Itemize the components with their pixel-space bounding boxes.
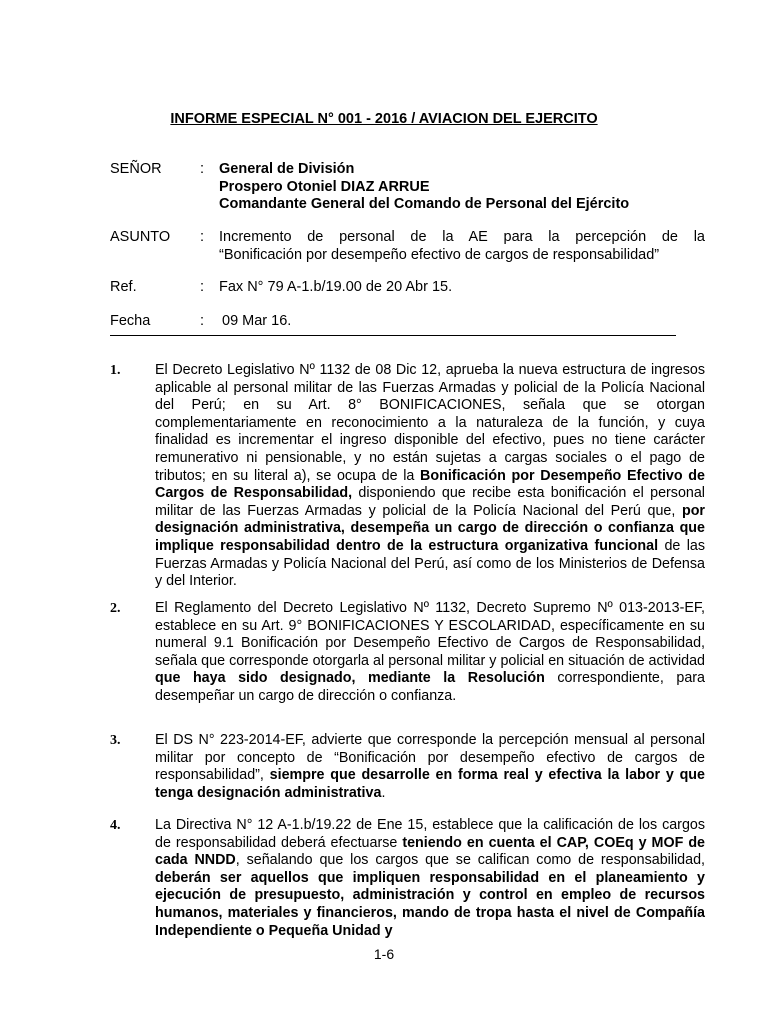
- document-title: INFORME ESPECIAL N° 001 - 2016 / AVIACION DEL EJERCITO: [170, 111, 598, 127]
- item-text-bold: siempre que desarrolle en forma real y efectiva la labor y que tenga designación administrativa: [155, 767, 705, 801]
- header-senor: [110, 161, 710, 215]
- header-separator: [110, 335, 676, 336]
- item-text-bold: Bonificación por Desempeño Efectivo de Cargos de Responsabilidad,: [155, 467, 705, 502]
- item-text: [155, 732, 705, 802]
- asunto-colon: :: [200, 229, 205, 245]
- header-fecha: [110, 313, 710, 331]
- fecha-colon: :: [200, 313, 205, 329]
- item-text-bold: que haya sido designado, mediante la Resolución: [155, 670, 545, 687]
- asunto-line-1: Incremento de personal de la AE para la percepción de la: [219, 229, 705, 245]
- asunto-value: [219, 229, 705, 264]
- list-item: [110, 817, 705, 942]
- asunto-line-2: “Bonificación por desempeño efectivo de cargos de responsabilidad”: [219, 246, 660, 263]
- item-text-bold: deberán ser aquellos que impliquen responsabilidad en el planeamiento y ejecución de presupuesto, administración y control en empleo de recursos humanos, materiales y financieros, mando de tropa hasta el nivel de Compañía Independiente o Pequeña Unidad y: [155, 869, 705, 939]
- senor-line-3: Comandante General del Comando de Personal del Ejército: [219, 196, 630, 212]
- senor-label: SEÑOR: [110, 161, 162, 177]
- header-asunto: [110, 229, 710, 265]
- senor-colon: :: [200, 161, 205, 177]
- item-text-run: El Reglamento del Decreto Legislativo Nº 1132, Decreto Supremo Nº 013-2013-EF, establece en su Art. 9° BONIFICACIONES Y ESCOLARIDAD, específicamente en su numeral 9.1 Bonificación por Desempeño Efectivo de Cargos de Responsabilidad, señala que corresponde otorgarla al personal militar y policial en situación de actividad: [155, 600, 705, 669]
- item-text: [155, 362, 705, 591]
- item-text-run: La Directiva N° 12 A-1.b/19.22 de Ene 15, establece que la calificación de los cargos de responsabilidad deberá efectuarse: [155, 817, 705, 851]
- page-number: 1-6: [373, 946, 395, 962]
- item-number: 1.: [110, 363, 121, 378]
- header-ref: [110, 279, 710, 297]
- senor-line-2: Prospero Otoniel DIAZ ARRUE: [219, 178, 430, 195]
- item-text-run: disponiendo que recibe esta bonificación el personal militar de las Fuerzas Armadas y policial de la Policía Nacional del Perú que,: [155, 485, 705, 519]
- ref-colon: :: [200, 279, 205, 295]
- item-number: 4.: [110, 818, 121, 833]
- fecha-label: Fecha: [110, 313, 151, 329]
- asunto-label: ASUNTO: [110, 229, 171, 245]
- item-text-run: .: [381, 784, 386, 801]
- ref-value: Fax N° 79 A-1.b/19.00 de 20 Abr 15.: [219, 279, 453, 295]
- item-number: 2.: [110, 601, 121, 616]
- list-item: [110, 362, 706, 590]
- item-text: [155, 817, 705, 940]
- senor-line-1: General de División: [219, 161, 355, 177]
- item-text-run: El Decreto Legislativo Nº 1132 de 08 Dic 12, aprueba la nueva estructura de ingresos aplicable al personal militar de las Fuerzas Armadas y policial de la Policía Nacional del Perú; en su Art. 8° BONIFICACIONES, señala que se otorgan complementariamente en reconocimiento a la naturaleza de la función, y cuya finalidad es incrementar el ingreso disponible del efectivo, pues no tiene carácter remunerativo ni pensionable, y no están sujetas a cargas sociales o el pago de tributos; en su literal a), se ocupa de la: [155, 362, 705, 484]
- item-text-run: El DS N° 223-2014-EF, advierte que corresponde la percepción mensual al personal militar por concepto de “Bonificación por desempeño efectivo de cargos de responsabilidad”,: [155, 732, 705, 784]
- item-text-bold: por designación administrativa, desempeña un cargo de dirección o confianza que implique responsabilidad dentro de la estructura organizativa funcional: [155, 502, 705, 554]
- ref-label: Ref.: [110, 279, 137, 295]
- item-text-bold: teniendo en cuenta el CAP, COEq y MOF de cada NNDD: [155, 834, 705, 869]
- list-item: [110, 732, 705, 802]
- item-number: 3.: [110, 733, 121, 748]
- senor-value: [219, 161, 705, 214]
- item-text: [155, 600, 705, 706]
- item-text-run: correspondiente, para desempeñar un cargo de dirección o confianza.: [155, 670, 705, 704]
- item-text-run: de las Fuerzas Armadas y Policía Nacional del Perú, así como de los Ministerios de Defensa y del Interior.: [155, 537, 706, 590]
- fecha-value: 09 Mar 16.: [222, 313, 292, 329]
- item-text-run: , señalando que los cargos que se califican como de responsabilidad,: [235, 852, 706, 869]
- list-item: [110, 600, 705, 715]
